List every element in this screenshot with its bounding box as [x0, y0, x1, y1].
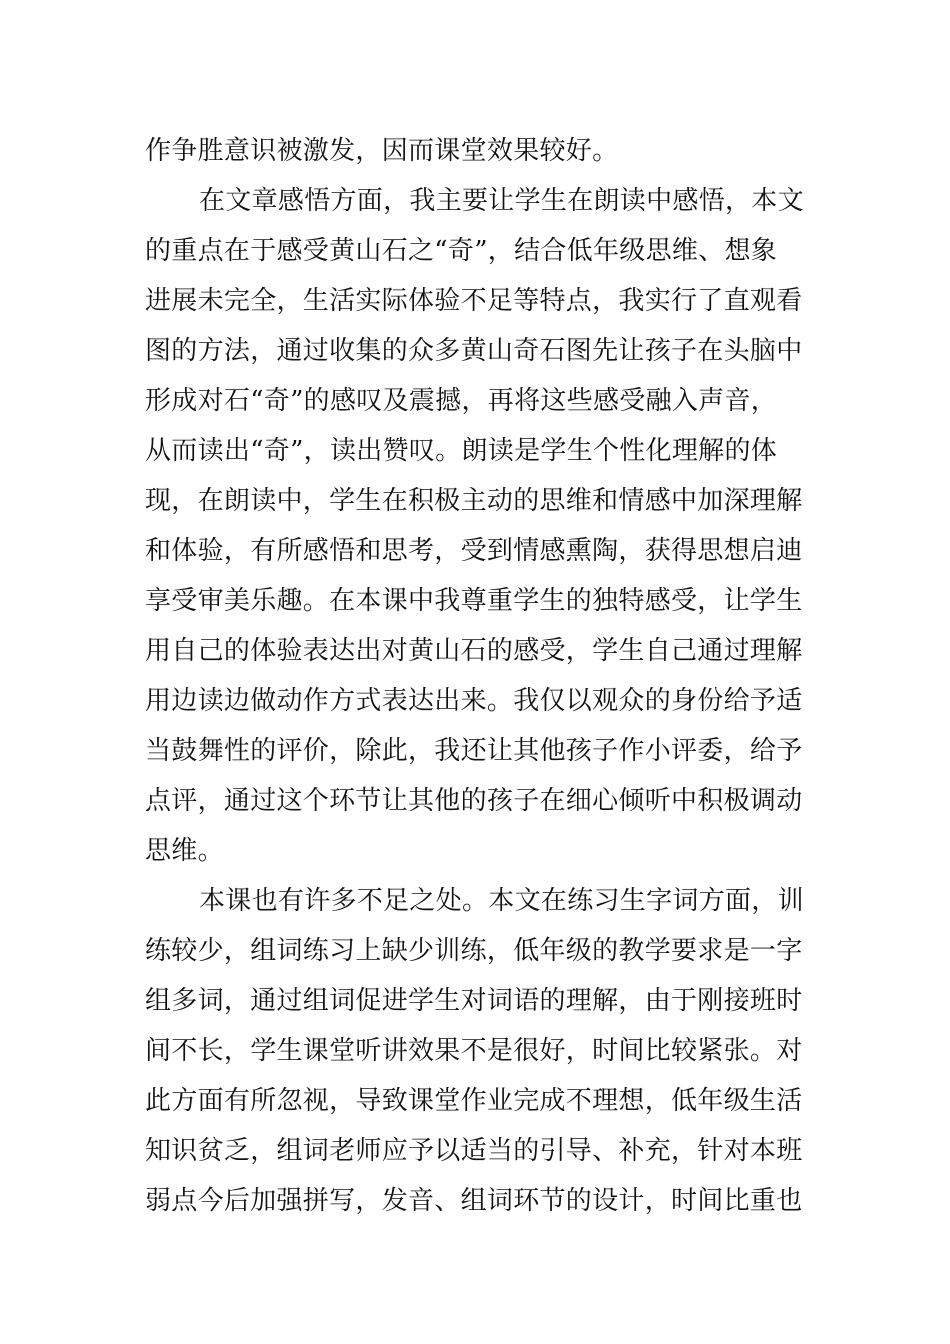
text-line: 在文章感悟方面，我主要让学生在朗读中感悟，本文 — [199, 186, 804, 216]
text-line: 当鼓舞性的评价，除此，我还让其他孩子作小评委，给予 — [145, 736, 803, 766]
text-line: 用自己的体验表达出对黄山石的感受，学生自己通过理解 — [145, 636, 803, 666]
text-line: 间不长，学生课堂听讲效果不是很好，时间比较紧张。对 — [145, 1036, 803, 1066]
text-line: 弱点今后加强拼写，发音、组词环节的设计，时间比重也 — [145, 1186, 803, 1216]
text-line: 此方面有所忽视，导致课堂作业完成不理想，低年级生活 — [145, 1086, 803, 1116]
text-line: 享受审美乐趣。在本课中我尊重学生的独特感受，让学生 — [145, 586, 803, 616]
text-line: 组多词，通过组词促进学生对词语的理解，由于刚接班时 — [145, 986, 803, 1016]
body-text — [145, 126, 815, 1226]
text-line: 的重点在于感受黄山石之“奇”，结合低年级思维、想象 — [145, 236, 778, 266]
text-line: 进展未完全，生活实际体验不足等特点，我实行了直观看 — [145, 286, 803, 316]
text-line: 点评，通过这个环节让其他的孩子在细心倾听中积极调动 — [145, 786, 803, 816]
text-line: 用边读边做动作方式表达出来。我仅以观众的身份给予适 — [145, 686, 803, 716]
text-line: 从而读出“奇”，读出赞叹。朗读是学生个性化理解的体 — [145, 436, 778, 466]
text-line: 形成对石“奇”的感叹及震撼，再将这些感受融入声音， — [145, 386, 778, 416]
text-line: 本课也有许多不足之处。本文在练习生字词方面，训 — [199, 886, 804, 916]
text-line: 知识贫乏，组词老师应予以适当的引导、补充，针对本班 — [145, 1136, 803, 1166]
text-line: 思维。 — [145, 836, 224, 866]
text-line: 作争胜意识被激发，因而课堂效果较好。 — [145, 136, 619, 166]
text-line: 图的方法，通过收集的众多黄山奇石图先让孩子在头脑中 — [145, 336, 803, 366]
text-line: 和体验，有所感悟和思考，受到情感熏陶，获得思想启迪 — [145, 536, 803, 566]
text-line: 现，在朗读中，学生在积极主动的思维和情感中加深理解 — [145, 486, 803, 516]
text-line: 练较少，组词练习上缺少训练，低年级的教学要求是一字 — [145, 936, 803, 966]
